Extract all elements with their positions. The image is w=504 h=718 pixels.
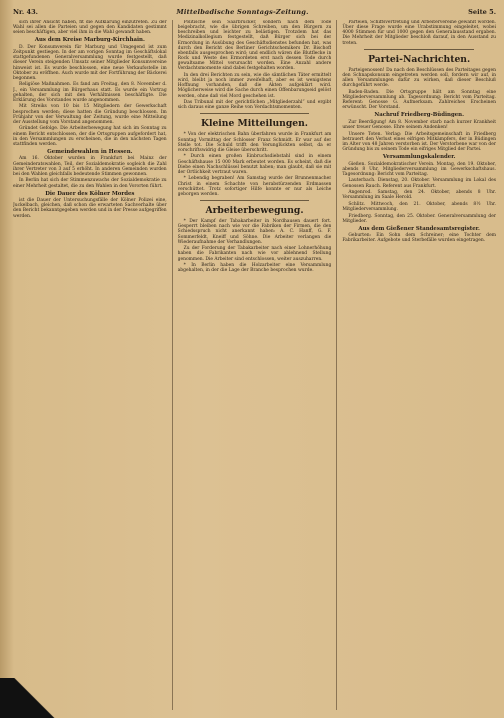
article-paragraph: ist die Dauer der Untersuchungsfälle der Kölner Polizei eine, Juckelbach, gleichen, daß schon die erwarteten Sachverhalte über den Bericht bekanntgegeben werden und in der Presse aufgegriffen werden.	[13, 198, 167, 219]
article-paragraph: In den drei Berichten zu sein, wie die sämtlichen Täter ermittelt wird, bleibt ja noch immer zweifelhaft, aber es ist wenigstens Hoffnung vorhanden, daß die Akten aufgeklärt wird. Möglicherweise wird die Sache durch einen Offenbarungseid gelöst werden, ohne daß viel Mord geschehen ist.	[177, 72, 332, 99]
column-rule	[172, 20, 173, 710]
article-paragraph: Geburten: Ein Sohn dem Schreiner; eine Tochter dem Fabrikarbeiter. Aufgebote und Sterbefälle wurden eingetragen.	[342, 233, 496, 244]
article-paragraph: Angenrod. Samstag, den 24. Oktober, abends 8 Uhr. Versammlung im Saale Herold.	[342, 190, 496, 201]
article-paragraph: D. Der Konsumverein für Marburg und Umgegend ist zum Zeitpunkt gestiegen. In der am vorigen Sonntag im Geschäftslokal stattgefundenen Generalversammlung wurde festgestellt, daß dieser Verein steigenden Umsatz seiner Mitglieder Konsumvereine hinweist ist. Es wurde beschlossen, eine neue Verkaufsstelle im Oktober zu eröffnen. Auch wurde mit der Fortführung der Bäckerei begonnen.	[13, 44, 167, 81]
article-columns	[13, 20, 496, 710]
section-heading: Die Dauer des Kölner Mordes	[45, 190, 135, 197]
section-heading: Aus dem Kreise Marburg-Kirchhain.	[34, 37, 145, 44]
section-heading: Nachruf Friedberg-Büdingen.	[374, 112, 464, 119]
section-heading: Kleine Mitteilungen.	[200, 118, 308, 130]
column-middle	[178, 20, 332, 710]
heading-rule	[364, 49, 474, 50]
article-paragraph: Parteigenossen! Da nach den Beschlüssen des Parteitages gegen den Schnapskonsum eingetreten werden soll, fordern wir auf, in allen Versammlungen dafür zu wirken, daß dieser Beschluß durchgeführt werde.	[342, 67, 496, 89]
section-heading: Gemeindewahlen in Hessen.	[47, 149, 133, 156]
column-left	[13, 20, 167, 710]
article-paragraph: Parteien, Schiffsvertretung und Arbeitervereine gewählt worden. Über diese Frage wurde eine Urabstimmung eingeleitet, wobei 4000 Stimmen für und 1000 gegen den Generalausstand ergaben. Die Mehrheit der Mitglieder beschloß darauf, in den Ausstand zu treten.	[342, 20, 496, 46]
article-paragraph: Mit Streiks von 10 bis 15 Mitgliedern der Gewerkschaft besprochen werden; diese hatten die Gründung beschlossen. Im Frühjahr von der Verwaltung der Zeitung, wurde eine Mitteilung der Ausstellung vom Vorstand angenommen.	[13, 104, 167, 125]
section-heading: Arbeiterbewegung.	[205, 205, 304, 217]
newspaper-title: Mittelbadische Sonntags-Zeitung.	[176, 8, 309, 16]
article-paragraph: * Lebendig begraben! Am Samstag wurde der Brunnenmacher Christ in einem Schachte von herabstürzenden Erdmassen verschüttet. Trotz sofortiger Hilfe konnte er nur als Leiche geborgen werden.	[177, 176, 332, 197]
article-paragraph: * Durch einen großen Einbruchsdiebstahl sind in einem Geschäftshause 15 000 Mark erbeutet worden. Es scheint, daß die Diebe einen Nachschlüssel benutzt haben; man glaubt, daß sie mit der Ortlichkeit vertraut waren.	[177, 154, 332, 175]
column-rule	[336, 20, 337, 710]
heading-rule	[200, 200, 310, 201]
article-paragraph: Gründet Gefolge. Die Arbeiterbewegung hat sich im Sonntag zu einem Bericht entschlossen, der die Ortsgruppen aufgefordert hat, in den Versammlungen zu erscheinen, die in den nächsten Tagen stattfinden werden.	[13, 126, 167, 147]
section-heading: Aus dem Gießener Standesamtsregister.	[358, 225, 480, 232]
article-paragraph: Baden-Baden. Die Ortsgruppe hält am Sonntag eine Mitgliederversammlung ab. Tagesordnung: Bericht vom Parteitag. Referent: Genosse G. Aufmerksam. Zahlreiches Erscheinen erwünscht. Der Vorstand.	[342, 89, 496, 111]
article-paragraph: sich ihrer Ansicht haben, fit die Aufklärung einzutreten. Zu der Wahl sei allen die Parteien und gegen den Kandidaten gestimmt seien beschäftigen, aber viel ihm in die Wahl gewandt haben.	[13, 20, 167, 36]
article-paragraph: * Von der elektrischen Bahn überfahren wurde in Frankfurt am Sonntag Vormittag der Schlosser Franz Schmidt. Er war auf der Stelle tot. Die Schuld trifft den Verunglückten selbst, da er vorschriftswidrig die Gleise überschritt.	[177, 132, 332, 153]
article-paragraph: Unsere Toten. Verlag: Die Arbeitsgemeinschaft in Friedberg betrauert den Verlust eines eifrigen Mitkämpfers, der in Büdingen im Alter von 48 Jahren verstorben ist. Der Verstorbene war von der Gründung bis zu seinem Tode ein eifriges Mitglied der Partei.	[342, 131, 496, 152]
article-paragraph: Lauterbach. Dienstag, 20. Oktober. Versammlung im Lokal des Genossen Rauch. Referent aus Frankfurt.	[342, 178, 496, 189]
article-paragraph: Zur Beerdigung! Am 8. November starb nach kurzer Krankheit unser treuer Genosse. Ehre seinem Andenken!	[342, 119, 496, 130]
article-paragraph: * Der Kampf der Tabakarbeiter in Nordhausen dauert fort. Gesperrt bleiben nach wie vor die Fabriken der Firmen, die den Schiedsspruch nicht anerkannt haben: A. C. Hanff, G. F. Sommerfeldt, Kneiff und Söhne. Die Arbeiter verlangen die Wiederaufnahme der Verhandlungen.	[177, 219, 332, 245]
article-paragraph: Gießen. Sozialdemokratischer Verein. Montag, den 19. Oktober, abends 8 Uhr, Mitgliederversammlung im Gewerkschaftshaus. Tagesordnung: Bericht vom Parteitag.	[342, 161, 496, 177]
article-paragraph: Politische sein Saarbrücker, sondern nach dem Tode beigebracht, wie die übrigen Schreiben, um den Bürgern zu beschreiben und leichter zu belästigen. Trotzdem hat das Medizinalkollegium festgestellt, daß Bürger sich bei der Ermordung in Ausübung des Geschäftsdienstes befunden hat, was durch den Bericht des Berliner Gerichtschemikers Dr. Bischoff ebenfalls ausgesprochen wird; und endlich wären die Blutflecke in Rock und Weste des Ermordeten erst nach dessen Tode durch gewaltsame Mittel verursacht worden. Eine Anzahl andere Verdachtsmomente sind dabei festgehalten worden.	[177, 20, 332, 72]
article-paragraph: Schlitz. Mittwoch, den 21. Oktober, abends 8½ Uhr. Mitgliederversammlung.	[342, 201, 496, 212]
section-heading: Partei-Nachrichten.	[368, 53, 471, 65]
article-paragraph: Das Tribunal mit der gerichtlichen „Mitgliederzahl“ und ergibt sich daraus eine ganze Reihe von Verdachtsmomenten.	[177, 100, 332, 111]
article-paragraph: In Berlin hat sich der Stimmenzuwachs der Sozialdemokratie zu einer Mehrheit gestaltet, die zu den Wahlen in den Vororten führt.	[13, 178, 167, 189]
column-right	[342, 20, 496, 710]
page-number: Seite 5.	[468, 8, 496, 16]
article-paragraph: Religiöse Maßnahmen. Es fand am Freitag, den 8. November d. J., ein Versammlung im Bürgerhaus statt. Es wurde ein Vortrag gehalten, der sich mit den Verhältnissen beschäftigte. Die Erklärung des Vorstandes wurde angenommen.	[13, 82, 167, 103]
article-paragraph: * In Berlin haben die Holzarbeiter eine Versammlung abgehalten, in der die Lage der Branche besprochen wurde.	[177, 263, 332, 274]
article-paragraph: Am 16. Oktober wurden in Frankfurt bei Mainz der Gemeinderatswahlen, Teil, der Sozialdemokratie sogleich die Zahl ihrer Vertreter von 3 auf 5 erhöht. In anderen Gemeinden wurden bei den Wahlen gleichfalls bedeutende Stimmen gewonnen.	[13, 156, 167, 177]
article-paragraph: Zu der Forderung der Tabakarbeiter nach einer Lohnerhöhung haben die Fabrikanten nach wie vor ablehnend Stellung genommen. Die Arbeiter sind entschlossen, weiter auszuharren.	[177, 246, 332, 262]
issue-number: Nr. 43.	[13, 8, 38, 16]
page-corner-shadow	[0, 678, 88, 718]
article-paragraph: Friedberg. Sonntag, den 25. Oktober. Generalversammlung der Mitglieder.	[342, 213, 496, 224]
page-header	[13, 8, 496, 20]
heading-rule	[200, 113, 310, 114]
section-heading: Versammlungskalender.	[382, 154, 456, 161]
